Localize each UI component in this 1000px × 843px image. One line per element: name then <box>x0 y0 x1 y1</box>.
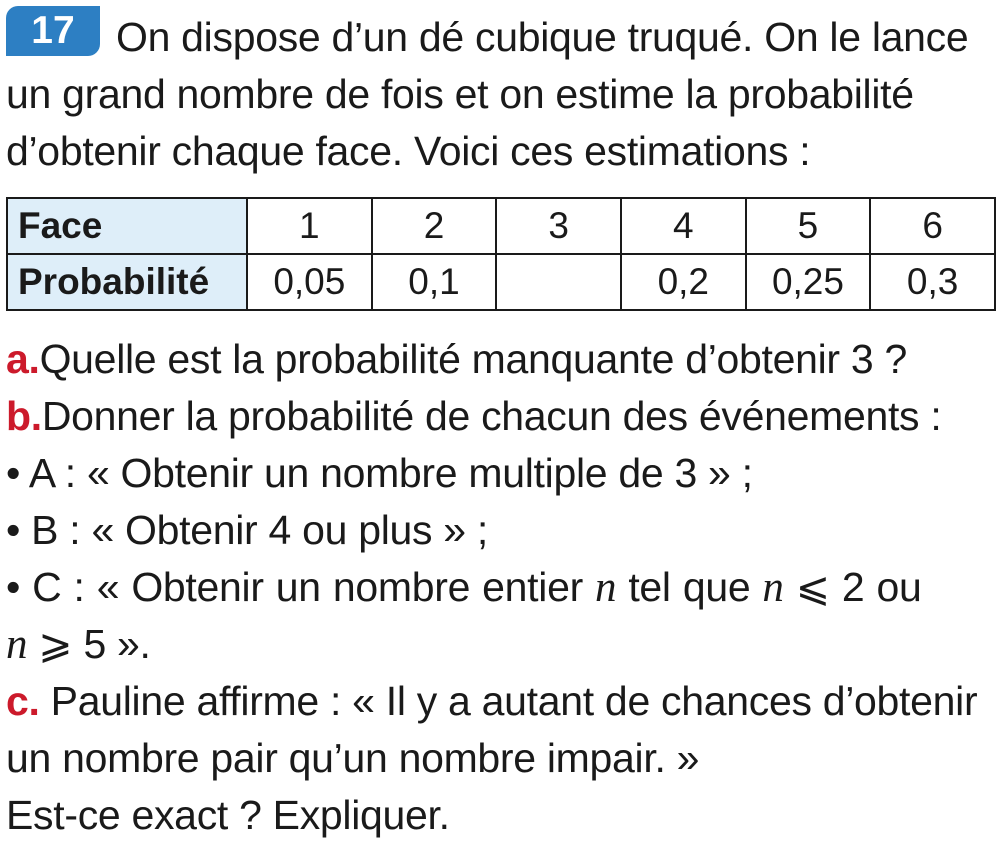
event-c-leq: ⩽ 2 ou <box>783 564 922 610</box>
question-b <box>6 388 941 444</box>
table-header-face: Face <box>7 198 247 254</box>
question-c-label: c. <box>6 678 40 724</box>
event-a: • A : « Obtenir un nombre multiple de 3 » ; <box>6 450 753 496</box>
question-b-text: Donner la probabilité de chacun des événements : <box>41 393 942 439</box>
probability-table <box>6 197 996 311</box>
question-c-line-1: Pauline affirme : « Il y a autant de chances d’obtenir <box>39 678 978 724</box>
question-a-label: a. <box>6 336 40 382</box>
table-cell-probability: 0,2 <box>621 254 746 310</box>
variable-n: n <box>595 564 617 611</box>
table-cell-face: 1 <box>247 198 372 254</box>
table-header-probability: Probabilité <box>7 254 247 310</box>
question-c-line-2: un nombre pair qu’un nombre impair. » <box>6 735 700 781</box>
table-cell-face: 4 <box>621 198 746 254</box>
table-row-faces <box>7 198 995 254</box>
intro-line-2: un grand nombre de fois et on estime la probabilité <box>6 71 914 117</box>
question-a <box>6 331 907 387</box>
table-cell-probability: 0,25 <box>746 254 871 310</box>
event-c-line-2 <box>6 616 151 673</box>
table-cell-face: 6 <box>870 198 995 254</box>
intro-line-3: d’obtenir chaque face. Voici ces estimations : <box>6 128 811 174</box>
event-c-line-1 <box>6 559 921 616</box>
variable-n: n <box>6 621 28 668</box>
event-b: • B : « Obtenir 4 ou plus » ; <box>6 507 488 553</box>
event-c-start: • C : « Obtenir un nombre entier <box>6 564 596 610</box>
table-row-probabilities <box>7 254 995 310</box>
question-b-label: b. <box>6 393 42 439</box>
event-c-mid: tel que <box>616 564 763 610</box>
table-cell-probability: 0,1 <box>372 254 497 310</box>
question-a-text: Quelle est la probabilité manquante d’obtenir 3 ? <box>39 336 907 382</box>
variable-n: n <box>762 564 784 611</box>
exercise-number-badge: 17 <box>6 6 100 56</box>
table-cell-probability: 0,3 <box>870 254 995 310</box>
intro-line-1: On dispose d’un dé cubique truqué. On le lance <box>116 14 969 60</box>
question-c <box>6 673 977 729</box>
table-cell-face: 5 <box>746 198 871 254</box>
table-cell-probability-missing <box>496 254 621 310</box>
event-c-geq: ⩾ 5 ». <box>27 621 151 667</box>
question-c-line-3: Est-ce exact ? Expliquer. <box>6 792 450 838</box>
table-cell-face: 3 <box>496 198 621 254</box>
table-cell-face: 2 <box>372 198 497 254</box>
table-cell-probability: 0,05 <box>247 254 372 310</box>
